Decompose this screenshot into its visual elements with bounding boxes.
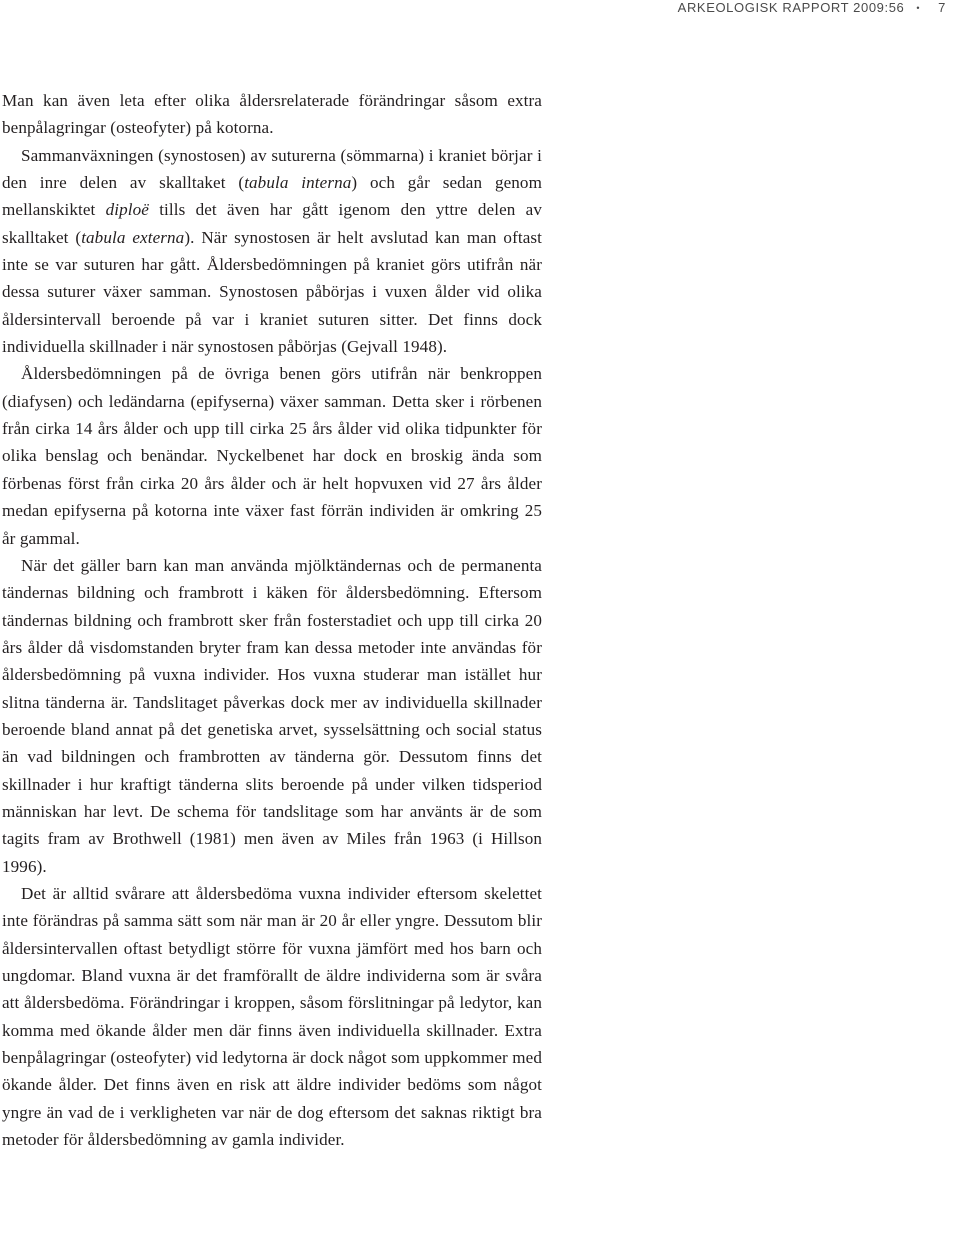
text-run: Det är alltid svårare att åldersbedöma vuxna individer eftersom skelettet inte förändras på samma sätt som när man är 20 år eller yngre. Dessutom blir åldersintervallen oftast betydligt större för vuxna jämfört med hos barn och ungdomar. Bland vuxna är det framförallt de äldre individerna som är svåra att åldersbedöma. Förändringar i kroppen, såsom förslitningar på ledytor, kan komma med ökande ålder men där finns även individuella skillnader. Extra benpålagringar (osteofyter) vid ledytorna är dock något som uppkommer med ökande ålder. Det finns även en risk att äldre individer bedöms som något yngre än vad de i verkligheten var när de dog eftersom det saknas riktigt bra metoder för åldersbedömning av gamla individer. — [2, 883, 542, 1150]
bullet-separator: • — [916, 3, 921, 13]
paragraph — [2, 87, 542, 142]
running-title: ARKEOLOGISK RAPPORT 2009:56 — [677, 0, 905, 15]
text-run: Åldersbedömningen på de övriga benen görs utifrån när benkroppen (diafysen) och ledändarna (epifyserna) växer samman. Detta sker i rörbenen från cirka 14 års ålder och upp till cirka 25 års ålder vid olika tidpunkter för olika benslag och benändar. Nyckelbenet har dock en broskig ända som förbenas först från cirka 20 års ålder och är helt hopvuxen vid 27 års ålder medan epifyserna på kotorna inte växer fast förrän individen är omkring 25 år gammal. — [2, 364, 542, 548]
text-run: ) och går sedan genom mellanskiktet — [2, 173, 542, 220]
body-text — [2, 87, 542, 1153]
text-run: Man kan även leta efter olika åldersrelaterade förändringar såsom extra benpålagringar (osteofyter) på kotorna. — [2, 91, 542, 138]
italic-term: tabula externa — [81, 227, 185, 247]
running-header — [678, 0, 946, 16]
paragraph — [2, 360, 542, 551]
text-run: ). När synostosen är helt avslutad kan man oftast inte se var suturen har gått. Åldersbedömningen på kraniet görs utifrån när dessa suturer växer samman. Synostosen påbörjas i vuxen ålder vid olika åldersintervall beroende på var i kraniet suturen sitter. Det finns dock individuella skillnader i när synostosen påbörjas (Gejvall 1948). — [2, 227, 543, 357]
italic-term: diploë — [105, 200, 149, 220]
text-run: Sammanväxningen (synostosen) av suturerna (sömmarna) i kraniet börjar i den inre delen av skalltaket ( — [2, 145, 542, 193]
paragraph — [2, 552, 542, 880]
text-run: När det gäller barn kan man använda mjölktändernas och de permanenta tändernas bildning och frambrott i käken för åldersbedömning. Eftersom tändernas bildning och frambrott sker från fosterstadiet och upp till cirka 20 års ålder då visdomstanden bryter fram kan dessa metoder inte användas för åldersbedömning på vuxna individer. Hos vuxna studerar man istället hur slitna tänderna är. Tandslitaget påverkas dock mer av individuella skillnader beroende bland annat på det genetiska arvet, sysselsättning och social status än vad bildningen och frambrotten av tänderna gör. Dessutom finns det skillnader i hur kraftigt tänderna slits beroende på under vilken tidsperiod människan har levt. De schema för tandslitage som har använts är de som tagits fram av Brothwell (1981) men även av Miles från 1963 (i Hillson 1996). — [2, 555, 542, 876]
paragraph — [2, 880, 542, 1153]
text-run: tills det även har gått igenom den yttre delen av skalltaket ( — [2, 200, 542, 247]
italic-term: tabula interna — [244, 173, 352, 193]
paragraph — [2, 142, 542, 361]
page-number: 7 — [938, 0, 946, 15]
